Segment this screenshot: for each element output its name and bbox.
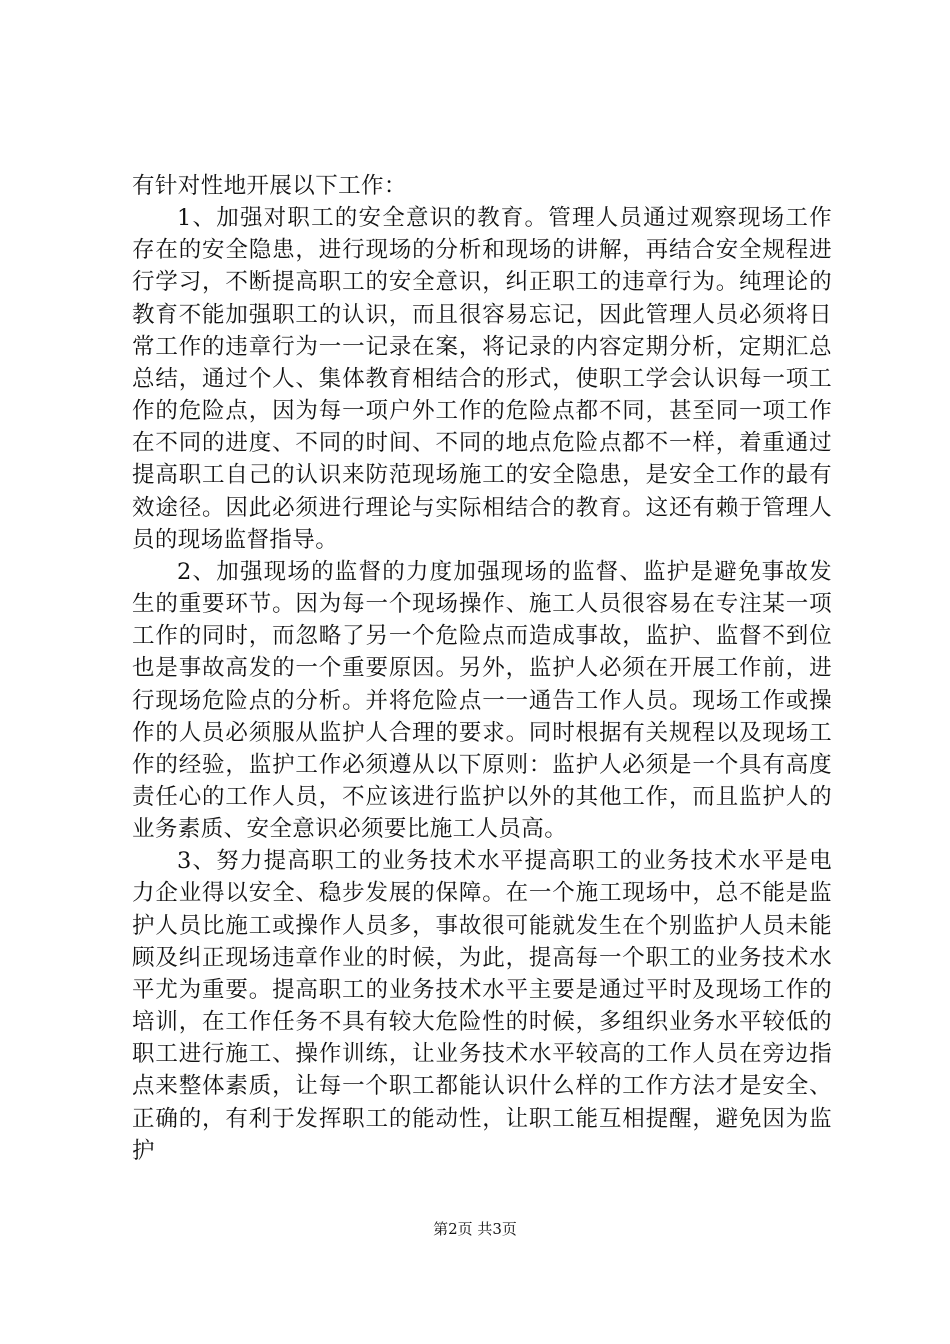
page-footer: 第2页 共3页 (433, 1220, 517, 1238)
paragraph-3: 3、努力提高职工的业务技术水平提高职工的业务技术水平是电力企业得以安全、稳步发展的保障。在一个施工现场中，总不能是监护人员比施工或操作人员多，事故很可能就发生在个别监护人员未能顾及纠正现场违章作业的时候，为此，提高每一个职工的业务技术水平尤为重要。提高职工的业务技术水平主要是通过平时及现场工作的培训，在工作任务不具有较大危险性的时候，多组织业务水平较低的职工进行施工、操作训练，让业务技术水平较高的工作人员在旁边指点来整体素质，让每一个职工都能认识什么样的工作方法才是安全、正确的，有利于发挥职工的能动性，让职工能互相提醒，避免因为监护 (132, 848, 832, 1164)
intro-line: 有针对性地开展以下工作： (132, 173, 407, 199)
paragraph-2: 2、加强现场的监督的力度加强现场的监督、监护是避免事故发生的重要环节。因为每一个现场操作、施工人员很容易在专注某一项工作的同时，而忽略了另一个危险点而造成事故，监护、监督不到位也是事故高发的一个重要原因。另外，监护人必须在开展工作前，进行现场危险点的分析。并将危险点一一通告工作人员。现场工作或操作的人员必须服从监护人合理的要求。同时根据有关规程以及现场工作的经验，监护工作必须遵从以下原则：监护人必须是一个具有高度责任心的工作人员，不应该进行监护以外的其他工作，而且监护人的业务素质、安全意识必须要比施工人员高。 (132, 558, 832, 843)
document-body (132, 170, 832, 1167)
paragraph-1: 1、加强对职工的安全意识的教育。管理人员通过观察现场工作存在的安全隐患，进行现场的分析和现场的讲解，再结合安全规程进行学习，不断提高职工的安全意识，纠正职工的违章行为。纯理论的教育不能加强职工的认识，而且很容易忘记，因此管理人员必须将日常工作的违章行为一一记录在案，将记录的内容定期分析，定期汇总总结，通过个人、集体教育相结合的形式，使职工学会认识每一项工作的危险点，因为每一项户外工作的危险点都不同，甚至同一项工作在不同的进度、不同的时间、不同的地点危险点都不一样，着重通过提高职工自己的认识来防范现场施工的安全隐患，是安全工作的最有效途径。因此必须进行理论与实际相结合的教育。这还有赖于管理人员的现场监督指导。 (132, 205, 832, 553)
